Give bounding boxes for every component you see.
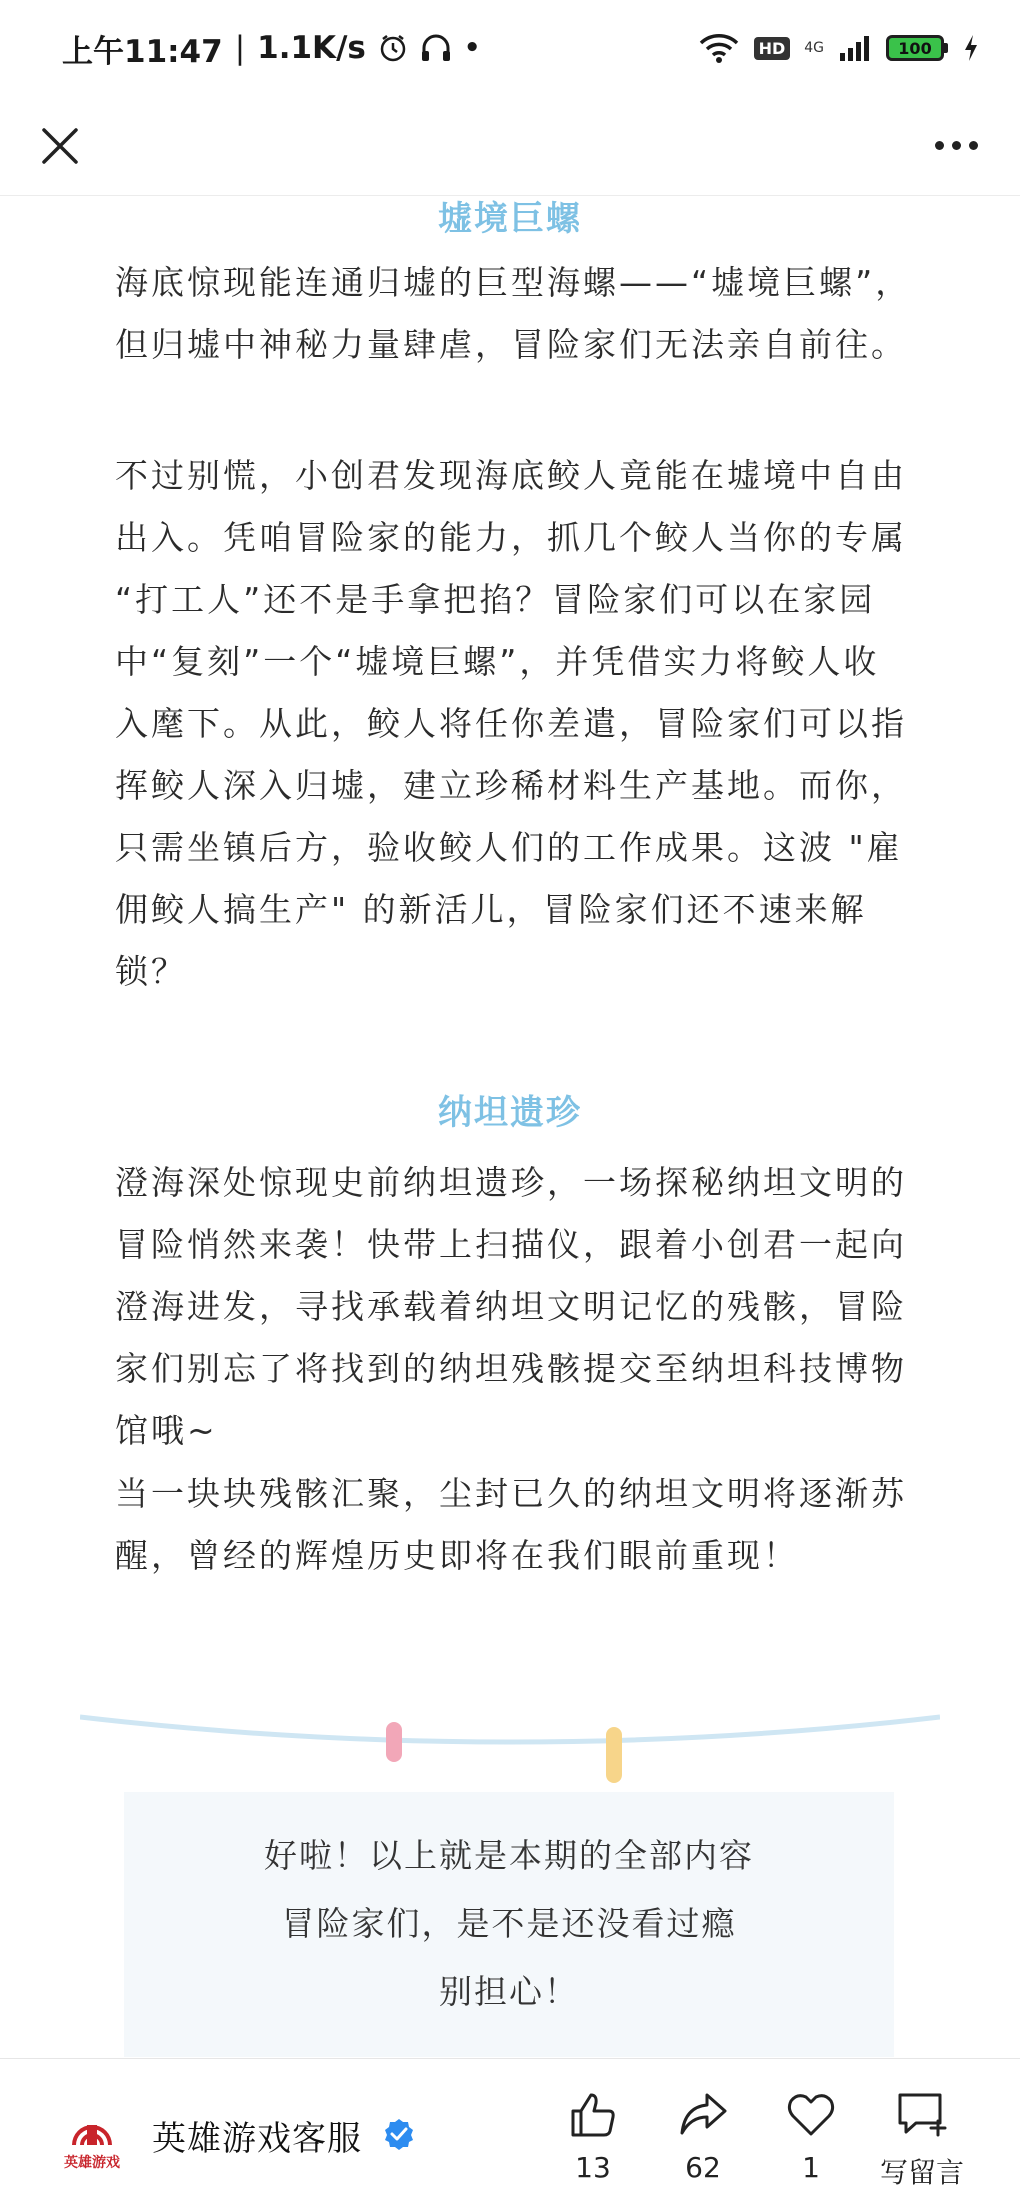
favorite-icon [785,2089,837,2141]
paragraph: 澄海深处惊现史前纳坦遗珍，一场探秘纳坦文明的冒险悄然来袭！快带上扫描仪，跟着小创君一起向澄海进发，寻找承载着纳坦文明记忆的残骸，冒险家们别忘了将找到的纳坦残骸提交至纳坦科技博物馆哦~ [115,1163,907,1450]
share-count: 62 [685,2151,721,2184]
verified-icon [382,2117,416,2151]
paragraph: 当一块块残骸汇聚，尘封已久的纳坦文明将逐渐苏醒，曾经的辉煌历史即将在我们眼前重现！ [115,1474,907,1575]
ending-line: 冒险家们，是不是还没看过瘾 [281,1904,737,1943]
nav-bar [0,96,1020,196]
account-name[interactable]: 英雄游戏客服 [152,2119,362,2159]
share-button[interactable] [658,2089,748,2184]
logo-text: 英雄游戏 [64,2155,120,2171]
more-icon-dot [969,141,978,150]
favorite-button[interactable] [766,2089,856,2184]
network-type [804,41,824,55]
close-button[interactable] [34,120,86,172]
battery-indicator [886,35,948,61]
article-content [0,197,1020,2057]
more-icon-dot [952,141,961,150]
comment-label: 写留言 [879,2156,964,2189]
status-dot: • [463,33,481,63]
charging-icon [962,33,980,63]
status-speed: 1.1K/s [257,30,366,66]
favorite-count: 1 [802,2151,820,2184]
like-icon [567,2089,619,2141]
alarm-icon [378,33,408,63]
ending-line: 别担心！ [439,1972,579,2011]
bottom-bar [0,2058,1020,2211]
decorative-divider [80,1697,940,1797]
comment-icon [894,2089,950,2141]
account-logo[interactable] [50,2099,134,2183]
share-icon [677,2089,729,2141]
status-time: 上午11:47 [62,33,223,70]
paragraph: 海底惊现能连通归墟的巨型海螺——“墟境巨螺”，但归墟中神秘力量肆虐，冒险家们无法亲自前往。 [115,263,912,364]
ending-line: 好啦！以上就是本期的全部内容 [264,1836,754,1875]
ending-box [124,1792,894,2057]
network-label: 4G [804,40,824,56]
like-button[interactable] [548,2089,638,2184]
comment-button[interactable] [872,2089,972,2191]
status-separator: | [234,30,246,66]
battery-tip [944,43,948,53]
section-title-xujing: 墟境巨螺 [438,199,582,239]
status-left [62,26,480,71]
wifi-icon [698,32,740,64]
battery-level: 100 [886,35,944,61]
hd-badge: HD [754,37,791,60]
close-icon [41,127,79,165]
section-title-natan: 纳坦遗珍 [438,1093,582,1133]
headphones-icon [420,33,452,63]
paragraph: 不过别慌，小创君发现海底鲛人竟能在墟境中自由出入。凭咱冒险家的能力，抓几个鲛人当你的专属 “打工人”还不是手拿把掐？冒险家们可以在家园中“复刻”一个“墟境巨螺”，并凭借实力将鲛人收入麾下。从此，鲛人将任你差遣，冒险家们可以指挥鲛人深入归墟，建立珍稀材料生产基地。而你，只需坐镇后方，验收鲛人们的工作成果。这波 "雇佣鲛人搞生产" 的新活儿，冒险家们还不速来解锁？ [115,456,907,991]
status-bar [0,0,1020,96]
status-right [698,32,980,64]
divider-pink-bead [386,1722,402,1762]
divider-yellow-bead [606,1727,622,1783]
more-button[interactable] [926,120,986,172]
signal-icon [838,33,872,63]
like-count: 13 [575,2151,611,2184]
more-icon [935,141,944,150]
